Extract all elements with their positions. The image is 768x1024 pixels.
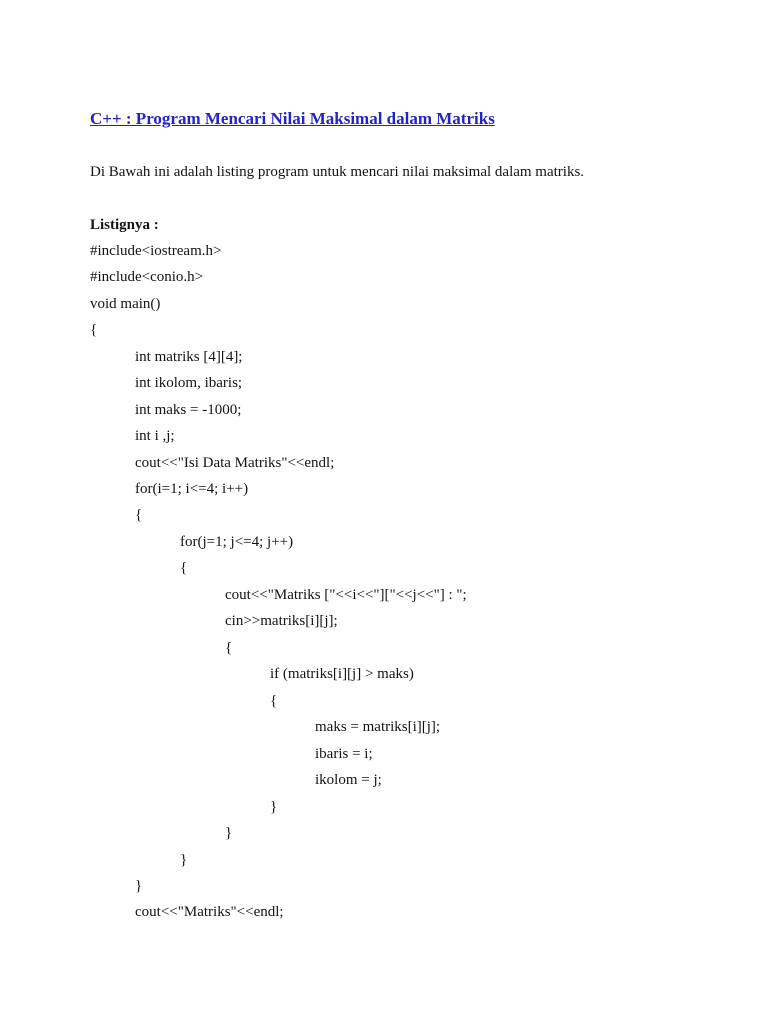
code-line: void main() [90,295,161,312]
code-line: ibaris = i; [315,745,373,762]
code-line: #include<conio.h> [90,269,204,286]
code-line: } [180,851,188,868]
listing-label: Listignya : [90,217,159,233]
code-line: for(j=1; j<=4; j++) [180,533,294,550]
code-line: { [90,322,98,339]
code-line: cout<<"Isi Data Matriks"<<endl; [135,454,335,471]
code-line: } [135,878,143,894]
code-line: ikolom = j; [315,772,382,789]
code-line: int ikolom, ibaris; [135,375,243,392]
code-line: { [135,507,143,524]
code-line: } [225,825,233,842]
code-line: { [270,692,278,709]
code-line: cout<<"Matriks ["<<i<<"]["<<j<<"] : "; [225,586,467,603]
code-line: for(i=1; i<=4; i++) [135,480,249,497]
intro-paragraph: Di Bawah ini adalah listing program untuk mencari nilai maksimal dalam matriks. [90,164,585,180]
code-line: maks = matriks[i][j]; [315,719,441,736]
code-line: } [270,798,278,815]
article-title-link[interactable]: C++ : Program Mencari Nilai Maksimal dalam Matriks [90,109,495,128]
code-line: { [225,639,233,656]
code-line: #include<iostream.h> [90,242,222,259]
code-line: if (matriks[i][j] > maks) [270,666,414,683]
code-line: int i ,j; [135,428,175,445]
code-line: int maks = -1000; [135,401,242,418]
code-listing [90,238,690,926]
code-line: { [180,560,188,577]
code-line: cout<<"Matriks"<<endl; [135,904,284,921]
code-line: cin>>matriks[i][j]; [225,613,338,630]
code-line: int matriks [4][4]; [135,348,243,365]
